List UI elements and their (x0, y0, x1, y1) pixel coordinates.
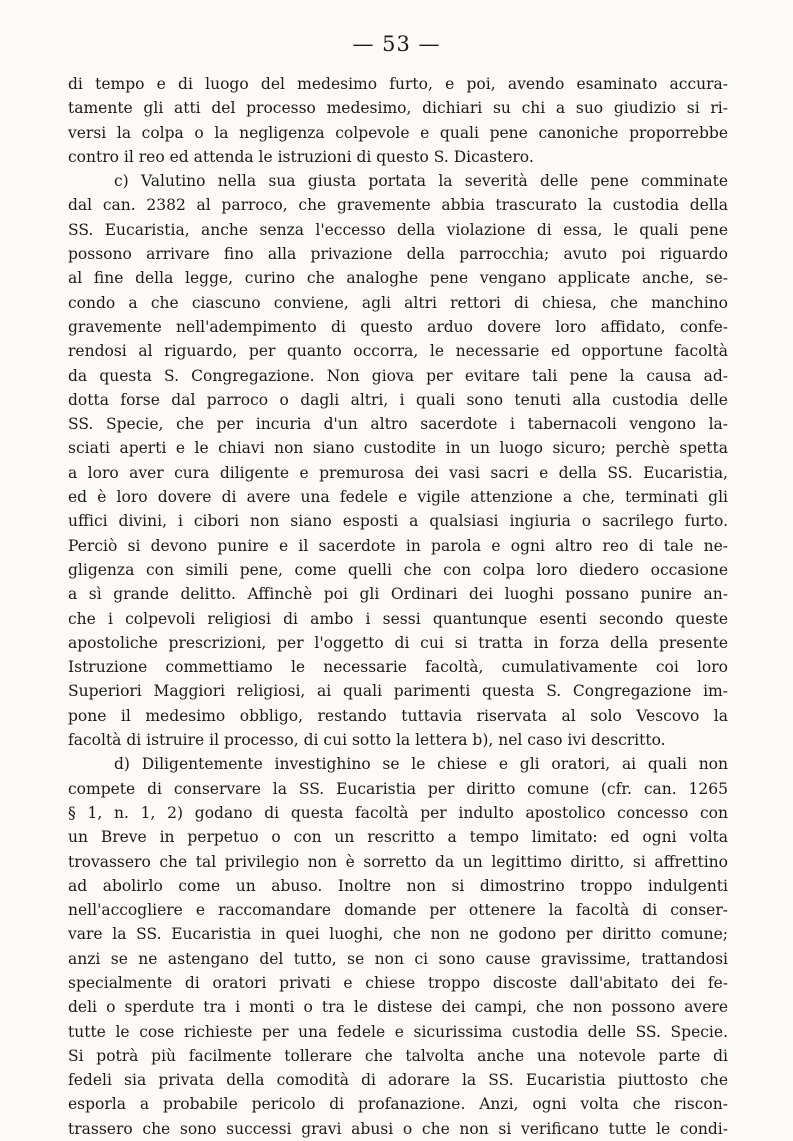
text-line: esporla a probabile pericolo di profanazione. Anzi, ogni volta che riscon- (68, 1095, 728, 1114)
text-line: trassero che sono successi gravi abusi o che non si verificano tutte le condi- (68, 1119, 728, 1138)
text-line: a sì grande delitto. Affinchè poi gli Ordinari dei luoghi possano punire an- (68, 585, 728, 604)
text-line: anzi se ne astengano del tutto, se non ci sono cause gravissime, trattandosi (68, 949, 728, 968)
text-line: condo a che ciascuno conviene, agli altri rettori di chiesa, che manchino (68, 293, 728, 312)
text-line: Istruzione commettiamo le necessarie facoltà, cumulativamente coi loro (68, 658, 728, 677)
text-line: rendosi al riguardo, per quanto occorra, le necessarie ed opportune facoltà (68, 342, 728, 361)
text-line: che i colpevoli religiosi di ambo i sessi quantunque esenti secondo queste (68, 609, 728, 628)
text-line: compete di conservare la SS. Eucaristia per diritto comune (cfr. can. 1265 (68, 779, 728, 798)
text-line: versi la colpa o la negligenza colpevole e quali pene canoniche proporrebbe (68, 123, 728, 142)
text-line: sciati aperti e le chiavi non siano custodite in un luogo sicuro; perchè spetta (68, 439, 728, 458)
text-line: a loro aver cura diligente e premurosa dei vasi sacri e della SS. Eucaristia, (68, 463, 728, 482)
page-number: — 53 — (352, 32, 441, 56)
text-line: deli o sperdute tra i monti o tra le distese dei campi, che non possono avere (68, 998, 728, 1017)
text-line: dal can. 2382 al parroco, che gravemente abbia trascurato la custodia della (68, 196, 728, 215)
text-line: tamente gli atti del processo medesimo, dichiari su chi a suo giudizio si ri- (68, 99, 728, 118)
text-line: d) Diligentemente investighino se le chiese e gli oratori, ai quali non (114, 755, 728, 774)
text-line: Superiori Maggiori religiosi, ai quali parimenti questa S. Congregazione im- (68, 682, 728, 701)
text-line: da questa S. Congregazione. Non giova per evitare tali pene la causa ad- (68, 366, 728, 385)
text-line: un Breve in perpetuo o con un rescritto a tempo limitato: ed ogni volta (68, 828, 728, 847)
text-line: specialmente di oratori privati e chiese troppo discoste dall'abitato dei fe- (68, 973, 728, 992)
body-text (68, 72, 728, 1141)
text-line: c) Valutino nella sua giusta portata la severità delle pene comminate (114, 172, 728, 191)
text-line: § 1, n. 1, 2) godano di questa facoltà per indulto apostolico concesso con (68, 803, 728, 822)
text-line: Perciò si devono punire e il sacerdote in parola e ogni altro reo di tale ne- (68, 536, 728, 555)
text-line: pone il medesimo obbligo, restando tuttavia riservata al solo Vescovo la (68, 706, 728, 725)
text-line: fedeli sia privata della comodità di adorare la SS. Eucaristia piuttosto che (68, 1071, 728, 1090)
text-line: contro il reo ed attenda le istruzioni di questo S. Dicastero. (68, 147, 534, 166)
text-line: SS. Specie, che per incuria d'un altro sacerdote i tabernacoli vengono la- (68, 415, 728, 434)
text-line: ad abolirlo come un abuso. Inoltre non si dimostrino troppo indulgenti (68, 876, 728, 895)
text-line: apostoliche prescrizioni, per l'oggetto di cui si tratta in forza della presente (68, 633, 728, 652)
text-line: ed è loro dovere di avere una fedele e vigile attenzione a che, terminati gli (68, 488, 728, 507)
text-line: SS. Eucaristia, anche senza l'eccesso della violazione di essa, le quali pene (68, 220, 728, 239)
text-line: nell'accogliere e raccomandare domande per ottenere la facoltà di conser- (68, 901, 728, 920)
text-line: vare la SS. Eucaristia in quei luoghi, che non ne godono per diritto comune; (68, 925, 728, 944)
text-line: di tempo e di luogo del medesimo furto, e poi, avendo esaminato accura- (68, 75, 728, 93)
text-line: tutte le cose richieste per una fedele e sicurissima custodia delle SS. Specie. (68, 1022, 728, 1041)
text-line: gravemente nell'adempimento di questo arduo dovere loro affidato, confe- (68, 317, 728, 336)
text-line: al fine della legge, curino che analoghe pene vengano applicate anche, se- (68, 269, 728, 288)
text-line: trovassero che tal privilegio non è sorretto da un legittimo diritto, si affrettino (68, 852, 728, 871)
text-line: facoltà di istruire il processo, di cui sotto la lettera b), nel caso ivi descritto. (68, 731, 666, 750)
text-line: gligenza con simili pene, come quelli che con colpa loro diedero occasione (68, 560, 728, 579)
text-line: possono arrivare fino alla privazione della parrocchia; avuto poi riguardo (68, 245, 728, 264)
text-line: Si potrà più facilmente tollerare che talvolta anche una notevole parte di (68, 1046, 728, 1065)
text-line: uffici divini, i cibori non siano esposti a qualsiasi ingiuria o sacrilego furto. (68, 512, 728, 531)
text-line: dotta forse dal parroco o dagli altri, i quali sono tenuti alla custodia delle (68, 390, 728, 409)
